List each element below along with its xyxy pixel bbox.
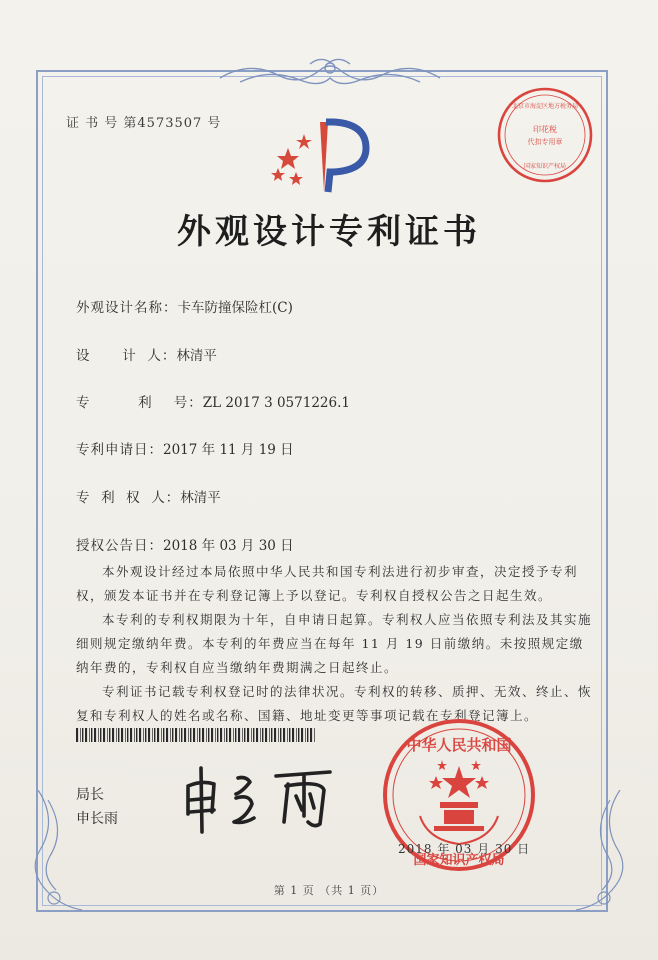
filing-date-value: 2017 年 11 月 19 日	[163, 442, 294, 458]
designer-field	[76, 344, 217, 364]
certificate-title: 外观设计专利证书	[177, 212, 481, 252]
issue-date: 2018 年 03 月 30 日	[398, 842, 531, 856]
patent-number-label: 专 利 号：	[76, 395, 203, 411]
patentee-label: 专 利 权 人：	[76, 490, 181, 506]
svg-text:北京市海淀区地方税务局: 北京市海淀区地方税务局	[511, 103, 579, 110]
patent-office-logo	[266, 112, 376, 196]
director-title: 局长	[76, 787, 104, 803]
barcode	[76, 728, 316, 742]
patentee-value: 林清平	[180, 490, 221, 506]
svg-text:印花税: 印花税	[533, 125, 557, 134]
svg-text:中华人民共和国: 中华人民共和国	[406, 736, 512, 754]
patent-number-field	[76, 391, 350, 411]
patentee-field	[76, 486, 221, 506]
grant-date-field	[76, 534, 294, 554]
svg-text:国家知识产权局: 国家知识产权局	[523, 163, 567, 170]
svg-text:代扣专用章: 代扣专用章	[527, 138, 563, 146]
grant-date-value: 2018 年 03 月 30 日	[163, 538, 294, 554]
filing-date-field	[76, 438, 294, 458]
designer-label: 设 计 人：	[76, 348, 177, 364]
design-name-field	[76, 296, 293, 316]
tax-stamp-seal	[494, 84, 596, 186]
body-paragraph: 专利证书记载专利权登记时的法律状况。专利权的转移、质押、无效、终止、恢复和专利权人的姓名或名称、国籍、地址变更等事项记载在专利登记簿上。	[76, 684, 593, 723]
filing-date-label: 专利申请日：	[76, 442, 163, 458]
body-paragraph: 本专利的专利权期限为十年，自申请日起算。专利权人应当依照专利法及其实施细则规定缴纳年费。本专利的年费应当在每年 11 月 19 日前缴纳。未按照规定缴纳年费的，专利权自应当缴纳年费期满之日起终止。	[76, 612, 593, 675]
design-name-label: 外观设计名称：	[76, 300, 178, 316]
patent-number-value: ZL 2017 3 0571226.1	[202, 395, 350, 411]
certificate-body	[76, 560, 596, 728]
designer-value: 林清平	[176, 348, 217, 364]
body-paragraph: 本外观设计经过本局依照中华人民共和国专利法进行初步审查，决定授予专利权，颁发本证书并在专利登记簿上予以登记。专利权自授权公告之日起生效。	[76, 564, 579, 603]
svg-text:国家知识产权局: 国家知识产权局	[413, 853, 505, 868]
design-name-value: 卡车防撞保险杠(C)	[177, 300, 293, 316]
right-side-ornament	[570, 790, 630, 920]
handwritten-signature	[180, 762, 350, 836]
top-ornament	[210, 56, 450, 90]
certificate-number: 证 书 号 第4573507 号	[66, 116, 222, 131]
grant-date-label: 授权公告日：	[76, 538, 163, 554]
page-number: 第 1 页 （共 1 页）	[273, 884, 385, 897]
director-name: 申长雨	[76, 811, 118, 827]
